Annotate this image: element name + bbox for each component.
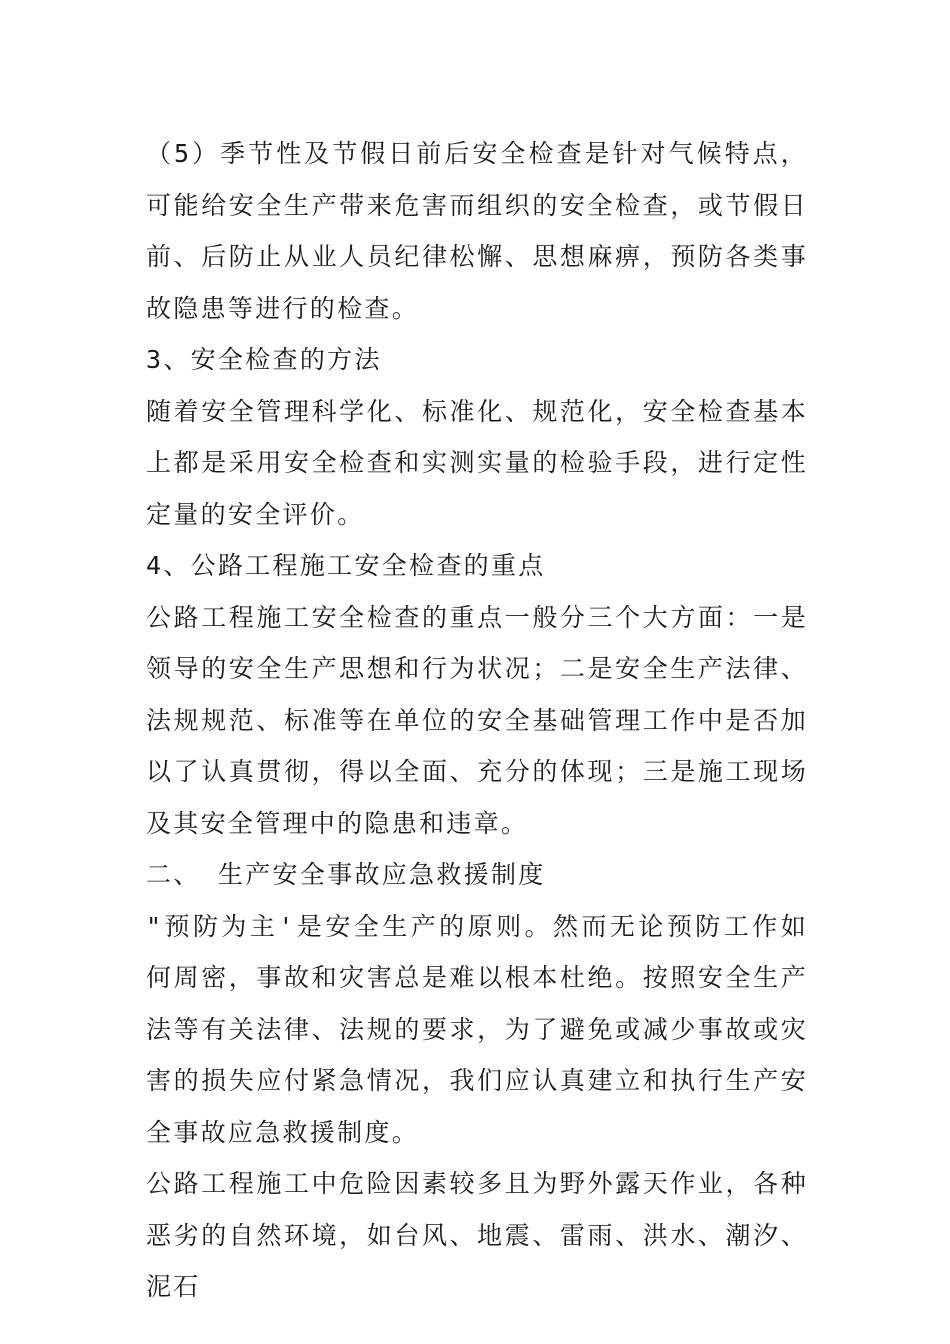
paragraph-prevention-principle: "预防为主'是安全生产的原则。然而无论预防工作如何周密，事故和灾害总是难以根本杜绝。按照安全生产法等有关法律、法规的要求，为了避免或减少事故或灾害的损失应付紧急情况，我们应认真建立和执行生产安全事故应急救援制度。 xyxy=(146,911,808,1147)
paragraph-inspection-methods: 随着安全管理科学化、标准化、规范化，安全检查基本上都是采用安全检查和实测实量的检验手段，进行定性定量的安全评价。 xyxy=(146,396,808,529)
heading-inspection-focus: 4、公路工程施工安全检查的重点 xyxy=(146,551,546,580)
paragraph-hazard-factors: 公路工程施工中危险因素较多且为野外露天作业，各种恶劣的自然环境，如台风、地震、雷雨、洪水、潮汐、泥石 xyxy=(146,1169,808,1301)
heading-emergency-rescue: 二、 生产安全事故应急救援制度 xyxy=(146,860,546,889)
document-page xyxy=(146,128,808,1313)
heading-inspection-methods: 3、安全检查的方法 xyxy=(146,345,382,374)
paragraph-inspection-focus: 公路工程施工安全检查的重点一般分三个大方面：一是领导的安全生产思想和行为状况；二是安全生产法律、法规规范、标准等在单位的安全基础管理工作中是否加以了认真贯彻，得以全面、充分的体现；三是施工现场及其安全管理中的隐患和违章。 xyxy=(146,602,808,838)
paragraph-seasonal-inspection: （5）季节性及节假日前后安全检查是针对气候特点，可能给安全生产带来危害而组织的安全检查，或节假日前、后防止从业人员纪律松懈、思想麻痹，预防各类事故隐患等进行的检查。 xyxy=(146,139,808,323)
